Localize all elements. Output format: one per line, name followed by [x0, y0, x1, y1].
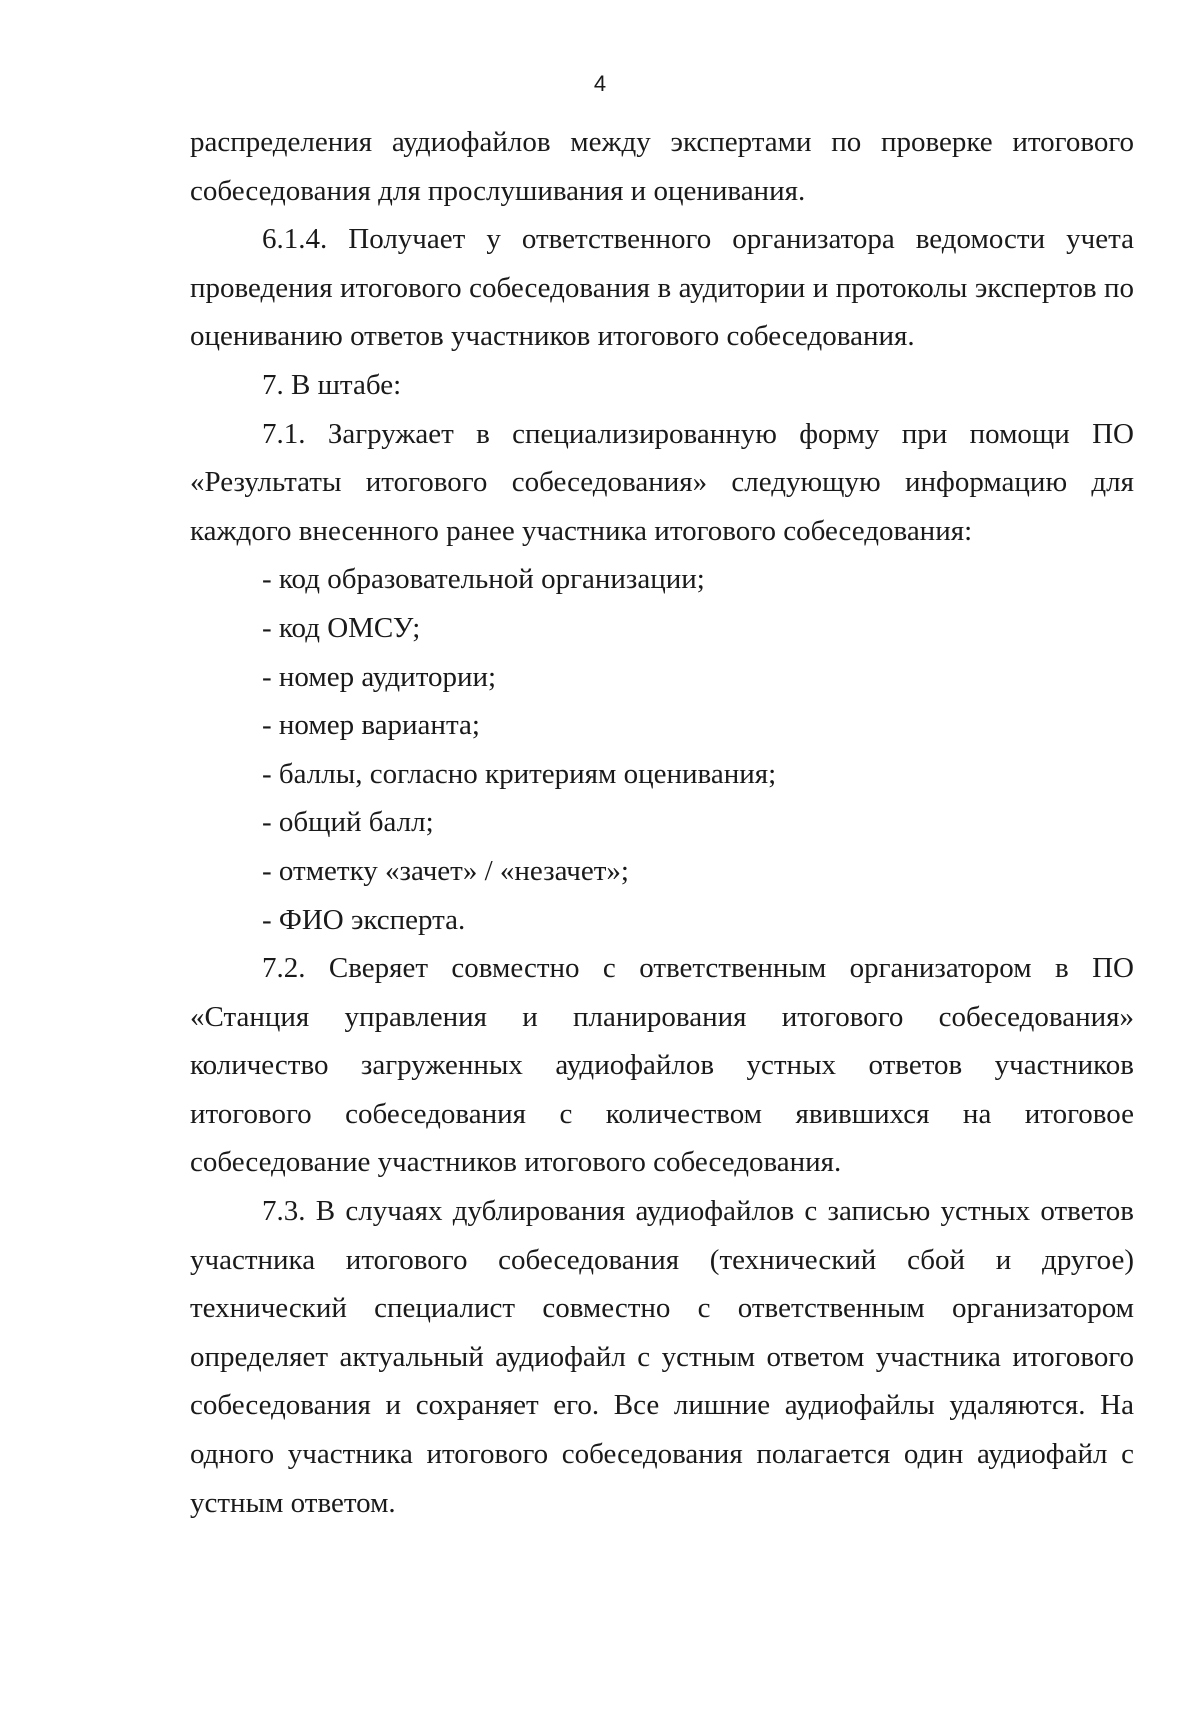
paragraph-7-1: 7.1. Загружает в специализированную форму при помощи ПО «Результаты итогового собеседования» следующую информацию для каждого внесенного ранее участника итогового собеседования: — [190, 417, 1134, 547]
paragraph-6-1-4: 6.1.4. Получает у ответственного организатора ведомости учета проведения итогового собеседования в аудитории и протоколы экспертов по оцениванию ответов участников итогового собеседования. — [190, 223, 1134, 353]
paragraph-7-3: 7.3. В случаях дублирования аудиофайлов с записью устных ответов участника итогового собеседования (технический сбой и другое) технический специалист совместно с ответственным организатором определяет актуальный аудиофайл с устным ответом участника итогового собеседования и сохраняет его. Все лишние аудиофайлы удаляются. На одного участника итогового собеседования полагается один аудиофайл с устным ответом. — [190, 1195, 1134, 1519]
list-item: - номер аудитории; — [262, 660, 497, 693]
list-item: - код ОМСУ; — [262, 611, 421, 644]
list-item: - баллы, согласно критериям оценивания; — [262, 757, 777, 790]
section-heading-7: 7. В штабе: — [262, 368, 402, 401]
list-item: - общий балл; — [262, 806, 434, 839]
list-item: - номер варианта; — [262, 709, 480, 742]
paragraph-7-2: 7.2. Сверяет совместно с ответственным организатором в ПО «Станция управления и планирования итогового собеседования» количество загруженных аудиофайлов устных ответов участников итогового собеседования с количеством явившихся на итоговое собеседование участников итогового собеседования. — [190, 952, 1134, 1179]
list-item: - отметку «зачет» / «незачет»; — [262, 854, 629, 887]
paragraph-continuation: распределения аудиофайлов между экспертами по проверке итогового собеседования для прослушивания и оценивания. — [190, 126, 1134, 207]
page-number: 4 — [593, 71, 607, 96]
list-item: - ФИО эксперта. — [262, 903, 466, 936]
list-item: - код образовательной организации; — [262, 563, 705, 596]
document-body — [190, 118, 1134, 1527]
